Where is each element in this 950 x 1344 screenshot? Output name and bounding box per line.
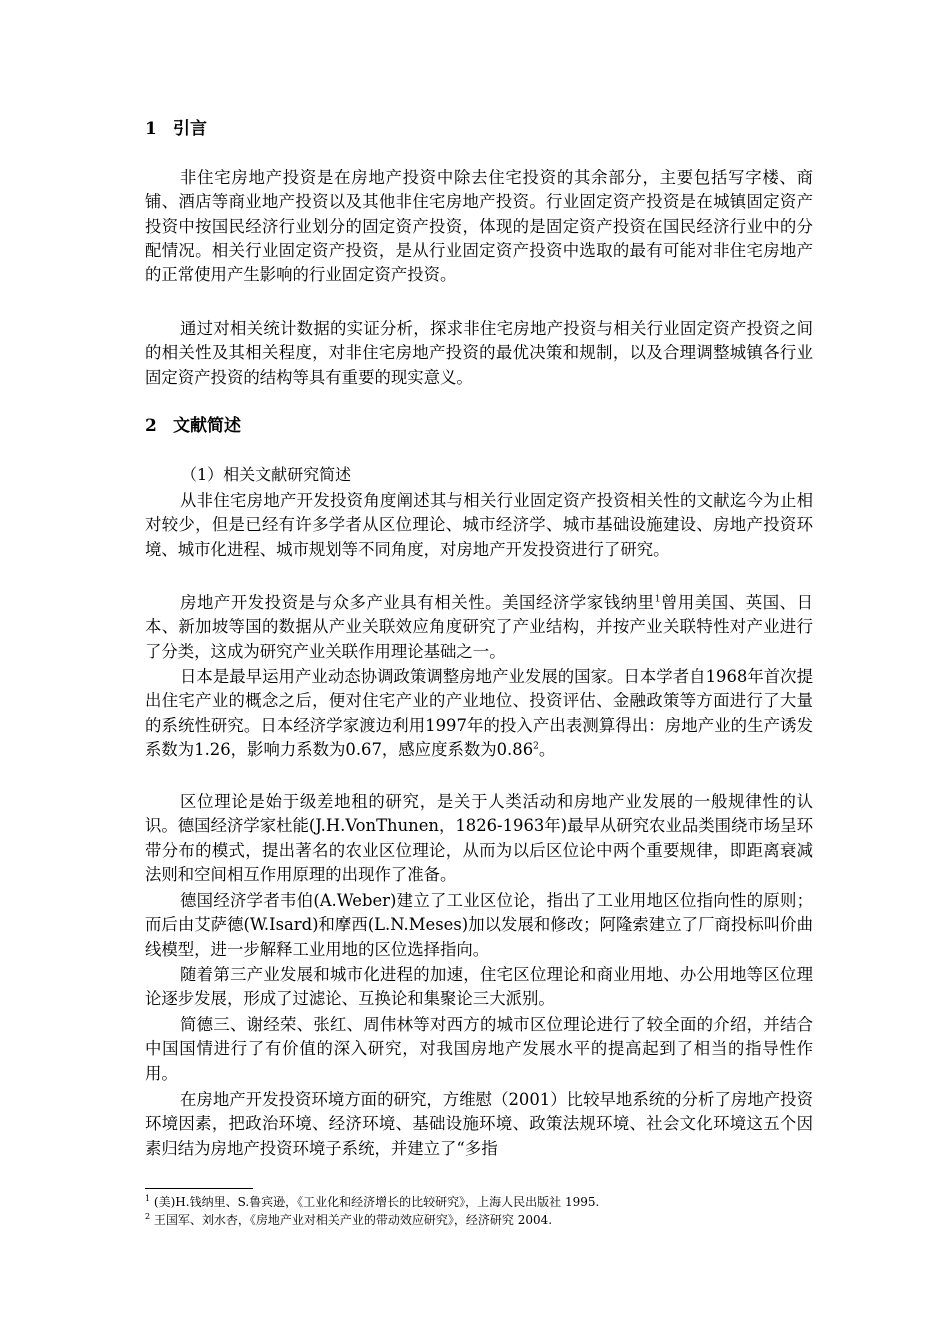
- lit-paragraph-6: 随着第三产业发展和城市化进程的加速，住宅区位理论和商业用地、办公用地等区位理论逐步发展，形成了过滤论、互换论和集聚论三大派别。: [145, 965, 813, 1009]
- lit-paragraph-8: 在房地产开发投资环境方面的研究，方维慰（2001）比较早地系统的分析了房地产投资环境因素，把政治环境、经济环境、基础设施环境、政策法规环境、社会文化环境这五个因素归结为房地产投资环境子系统，并建立了“多指: [145, 1090, 813, 1158]
- footnote-ref: 1: [654, 594, 661, 605]
- section-heading-1: [145, 118, 207, 140]
- footnote-2: [145, 1212, 552, 1228]
- section-title: 引言: [173, 119, 207, 139]
- intro-paragraph-1: 非住宅房地产投资是在房地产投资中除去住宅投资的其余部分，主要包括写字楼、商铺、酒店等商业地产投资以及其他非住宅房地产投资。行业固定资产投资是在城镇固定资产投资中按国民经济行业划分的固定资产投资，体现的是固定资产投资在国民经济行业中的分配情况。相关行业固定资产投资，是从行业固定资产投资中选取的最有可能对非住宅房地产的正常使用产生影响的行业固定资产投资。: [145, 168, 813, 285]
- lit-paragraph-3: [145, 665, 813, 762]
- footnote-text: 王国军、刘水杏，《房地产业对相关产业的带动效应研究》，经济研究 2004.: [153, 1213, 553, 1227]
- footnote-mark: 2: [145, 1212, 151, 1221]
- lit-paragraph-5: 德国经济学者韦伯(A.Weber)建立了工业区位论，指出了工业用地区位指向性的原则；而后由艾萨德(W.Isard)和摩西(L.N.Meses)加以发展和修改；阿隆索建立了厂商投标叫价曲线模型，进一步解释工业用地的区位选择指向。: [145, 891, 813, 959]
- paragraph-text: 曾用美国、英国、日本、新加坡等国的数据从产业关联效应角度研究了产业结构，并按产业关联特性对产业进行了分类，这成为研究产业关联作用理论基础之一。: [145, 593, 813, 661]
- footnote-divider: [145, 1188, 253, 1189]
- paragraph-text: 。: [538, 739, 556, 759]
- lit-paragraph-2: [145, 591, 813, 664]
- section-number: 2: [145, 416, 157, 436]
- lit-paragraph-4: 区位理论是始于级差地租的研究，是关于人类活动和房地产业发展的一般规律性的认识。德国经济学家杜能(J.H.VonThunen，1826-1963年)最早从研究农业品类围绕市场呈环带分布的模式，提出著名的农业区位理论，从而为以后区位论中两个重要规律，即距离衰减法则和空间相互作用原理的出现作了准备。: [145, 792, 813, 884]
- footnote-ref: 2: [533, 741, 539, 752]
- section-number: 1: [145, 119, 157, 139]
- lit-paragraph-7: 简德三、谢经荣、张红、周伟林等对西方的城市区位理论进行了较全面的介绍，并结合中国国情进行了有价值的深入研究，对我国房地产发展水平的提高起到了相当的指导性作用。: [145, 1015, 813, 1083]
- footnote-1: [145, 1194, 599, 1210]
- intro-paragraph-2: 通过对相关统计数据的实证分析，探求非住宅房地产投资与相关行业固定资产投资之间的相关性及其相关程度，对非住宅房地产投资的最优决策和规制，以及合理调整城镇各行业固定资产投资的结构等具有重要的现实意义。: [145, 319, 813, 387]
- paragraph-text: 日本是最早运用产业动态协调政策调整房地产业发展的国家。日本学者自1968年首次提出住宅产业的概念之后，便对住宅产业的产业地位、投资评估、金融政策等方面进行了大量的系统性研究。日本经济学家渡边利用1997年的投入产出表测算得出：房地产业的生产诱发系数为1.26，影响力系数为0.67，感应度系数为0.86: [145, 667, 813, 759]
- lit-paragraph-1: 从非住宅房地产开发投资角度阐述其与相关行业固定资产投资相关性的文献迄今为止相对较少，但是已经有许多学者从区位理论、城市经济学、城市基础设施建设、房地产投资环境、城市化进程、城市规划等不同角度，对房地产开发投资进行了研究。: [145, 491, 813, 559]
- footnote-mark: 1: [145, 1194, 151, 1203]
- section-title: 文献简述: [173, 416, 241, 436]
- paragraph-text: 房地产开发投资是与众多产业具有相关性。美国经济学家钱纳里: [180, 593, 655, 612]
- subsection-heading: （1）相关文献研究简述: [181, 465, 352, 484]
- section-heading-2: [145, 415, 241, 437]
- footnote-text: (美)H.钱纳里、S.鲁宾逊，《工业化和经济增长的比较研究》，上海人民出版社 1995.: [153, 1195, 600, 1209]
